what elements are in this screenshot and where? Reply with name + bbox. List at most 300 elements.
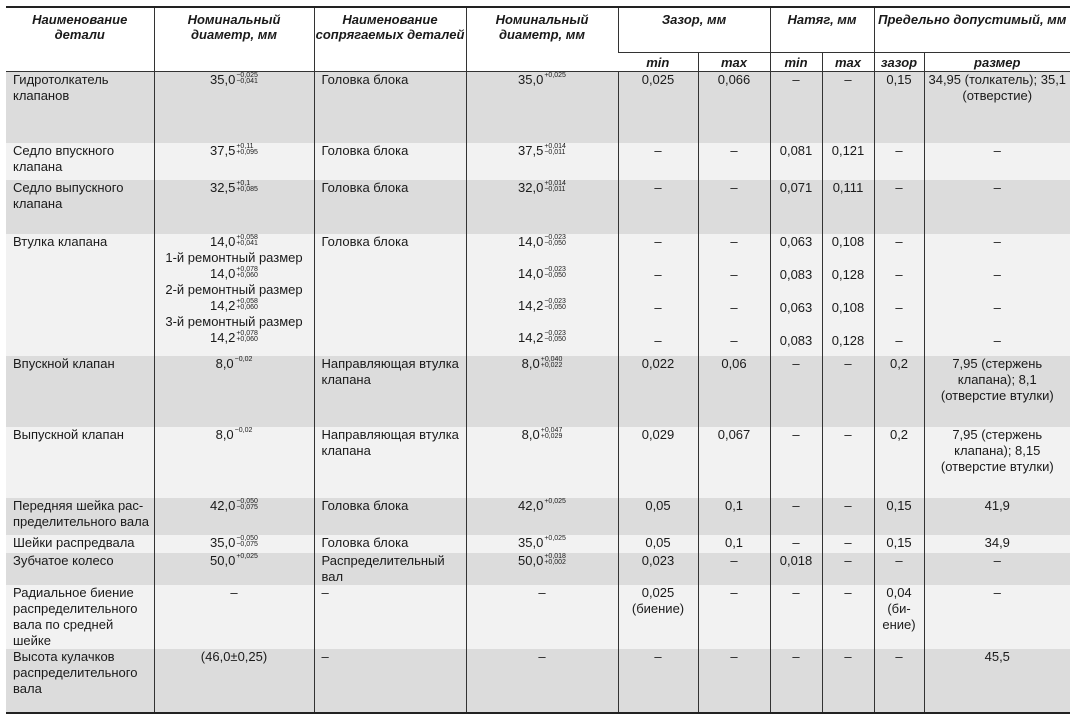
- part-name: Седло выпускного клапана: [6, 180, 154, 234]
- gmin-list: [619, 356, 698, 372]
- limit-size: 34,9: [924, 535, 1070, 553]
- gmax-value: –: [730, 552, 738, 568]
- tolerance-value: +0,025: [544, 72, 566, 79]
- limit-gap: 0,15: [874, 72, 924, 143]
- mating-part: Головка блока: [314, 180, 466, 234]
- d2-values: [467, 234, 618, 346]
- part-name: Высота кулачков распределительного вала: [6, 649, 154, 713]
- nominal-diameter: [154, 356, 314, 427]
- gmax-value: –: [730, 179, 738, 195]
- gmax-list: [699, 180, 770, 196]
- diameter-value: [467, 180, 618, 196]
- mating-diameter: [466, 143, 618, 180]
- cell-imax: [822, 498, 874, 535]
- lzl-value: –: [895, 332, 903, 348]
- imin-value: 0,018: [779, 552, 813, 568]
- tolerance-value: −0,050: [544, 271, 566, 279]
- imax-list: [823, 356, 874, 372]
- gmax-value: –: [730, 648, 738, 664]
- mating-part: Головка блока: [314, 234, 466, 356]
- gmin-list: [619, 143, 698, 159]
- cell-gmin: [618, 553, 698, 585]
- nominal-value: 14,2: [518, 329, 544, 345]
- d2-values: [467, 72, 618, 88]
- diameter-value: [467, 356, 618, 372]
- cell-gmax: [698, 498, 770, 535]
- gmin-value: 0,022: [641, 355, 675, 371]
- gmin-value: 0,025: [641, 72, 675, 87]
- diameter-value: [467, 72, 618, 88]
- part-name: Втулка клапана: [6, 234, 154, 356]
- tolerance-value: +0,1: [236, 179, 251, 187]
- limit-gap: –: [874, 553, 924, 585]
- limit-size: 34,95 (толкатель); 35,1 (отверстие): [924, 72, 1070, 143]
- gmax-value: –: [730, 332, 738, 348]
- nominal-value: 14,2: [210, 329, 236, 345]
- nominal-value: 14,0: [518, 233, 544, 249]
- limit-size: 45,5: [924, 649, 1070, 713]
- tolerance-value: −0,050: [544, 239, 566, 247]
- imax-list: [823, 180, 874, 196]
- table-row: [6, 649, 1070, 713]
- diameter-value: [155, 553, 314, 569]
- table-row: [6, 72, 1070, 143]
- tolerance-value: +0,014: [544, 179, 566, 187]
- imin-list: [771, 585, 822, 601]
- table-row: [6, 535, 1070, 553]
- tolerance-value: +0,058: [236, 297, 258, 305]
- gmin-value: –: [654, 332, 662, 348]
- gmin-list: [619, 72, 698, 88]
- tolerance: [544, 180, 566, 193]
- gmax-value: –: [730, 142, 738, 158]
- tolerance-value: −0,02: [234, 355, 253, 363]
- nominal-value: 14,0: [210, 233, 236, 249]
- limit-gap: –: [874, 649, 924, 713]
- diameter-value: [467, 498, 618, 514]
- limit-size: [924, 234, 1070, 356]
- tolerance: [236, 298, 258, 311]
- d2-values: [467, 498, 618, 514]
- mating-diameter: [466, 356, 618, 427]
- tolerance-value: +0,060: [236, 335, 258, 343]
- cell-imin: [770, 585, 822, 649]
- gmin-list: [619, 649, 698, 665]
- limit-size: 7,95 (стержень клапана); 8,15 (отверстие втулки): [924, 427, 1070, 498]
- gmax-value: –: [730, 299, 738, 315]
- cell-gmax: [698, 180, 770, 234]
- gmax-value: 0,1: [724, 534, 744, 550]
- limit-size: –: [924, 180, 1070, 234]
- gmax-list: [699, 143, 770, 159]
- imin-list: [771, 498, 822, 514]
- gmin-value: 0,05: [645, 534, 671, 550]
- d1-values: [155, 553, 314, 569]
- header-part-name: Наименование детали: [32, 12, 128, 42]
- cell-imax: [822, 72, 874, 143]
- gmax-value: –: [730, 233, 738, 249]
- diameter-value: [467, 427, 618, 443]
- imin-value: –: [792, 72, 800, 87]
- diameter-value: [155, 180, 314, 196]
- nominal-value: 37,5: [210, 142, 236, 158]
- table-row: [6, 553, 1070, 585]
- cell-imax: [822, 585, 874, 649]
- mating-diameter: [466, 427, 618, 498]
- cell-imax: [822, 143, 874, 180]
- imin-list: [771, 143, 822, 159]
- nominal-diameter: [154, 553, 314, 585]
- nominal-value: 35,0: [518, 72, 544, 87]
- cell-gmax: [698, 585, 770, 649]
- d1-values: [155, 234, 314, 346]
- gmin-list: [619, 535, 698, 551]
- nominal-value: 35,0: [210, 534, 236, 550]
- tolerance: [544, 234, 566, 247]
- imax-value: 0,128: [831, 332, 865, 348]
- imin-list: [771, 535, 822, 551]
- part-name: Выпускной клапан: [6, 427, 154, 498]
- imin-list: [771, 234, 822, 349]
- imax-list: [823, 498, 874, 514]
- table-row: [6, 427, 1070, 498]
- gmax-value: 0,066: [717, 72, 751, 87]
- gmin-value: 0,029: [641, 426, 675, 442]
- mating-part: Направляющая втулка клапана: [314, 356, 466, 427]
- d2-values: [467, 180, 618, 196]
- d1-values: [155, 585, 314, 601]
- nominal-value: 32,0: [518, 179, 544, 195]
- limit-gap: –: [874, 180, 924, 234]
- cell-gmax: [698, 427, 770, 498]
- tolerance-value: +0,025: [236, 552, 258, 560]
- cell-gmin: [618, 72, 698, 143]
- gmin-list: [619, 234, 698, 349]
- tolerance: [544, 266, 566, 279]
- nominal-value: 14,0: [210, 265, 236, 281]
- tolerance-value: −0,050: [544, 335, 566, 343]
- nominal-value: 37,5: [518, 142, 544, 158]
- nominal-value: 14,2: [210, 297, 236, 313]
- diameter-value: [155, 266, 314, 282]
- imax-value: –: [844, 552, 852, 568]
- header-limit-gap: зазор: [874, 53, 924, 72]
- header-limit-size: размер: [924, 53, 1070, 72]
- imax-list: [823, 427, 874, 443]
- mating-part: Головка блока: [314, 535, 466, 553]
- diameter-value: [155, 234, 314, 250]
- tolerance: [544, 143, 566, 156]
- imin-value: 0,083: [779, 332, 813, 348]
- tolerance: [235, 427, 253, 434]
- gmin-value: –: [654, 266, 662, 282]
- gmin-value: 0,025 (биение): [631, 584, 685, 616]
- mating-diameter: [466, 535, 618, 553]
- d1-values: [155, 143, 314, 159]
- imin-value: 0,063: [779, 299, 813, 315]
- imax-list: [823, 553, 874, 569]
- cell-imin: [770, 649, 822, 713]
- table-row: [6, 180, 1070, 234]
- d1-values: [155, 72, 314, 88]
- imin-list: [771, 180, 822, 196]
- d2-values: [467, 427, 618, 443]
- tolerance-value: −0,023: [544, 329, 566, 337]
- nominal-value: 50,0: [210, 552, 236, 568]
- diameter-value: [155, 649, 314, 665]
- nominal-value: –: [538, 584, 546, 600]
- tolerance-value: +0,060: [236, 271, 258, 279]
- cell-imax: [822, 649, 874, 713]
- tolerance: [541, 427, 563, 440]
- tolerance-value: −0,041: [236, 78, 258, 85]
- header-max-allowed: Предельно допустимый, мм: [874, 7, 1070, 53]
- limit-size: –: [924, 585, 1070, 649]
- imin-value: –: [792, 497, 800, 513]
- table-row: [6, 498, 1070, 535]
- cell-imin: [770, 553, 822, 585]
- imin-value: –: [792, 584, 800, 600]
- tolerance-value: +0,014: [544, 142, 566, 150]
- d1-values: [155, 356, 314, 372]
- tolerance: [544, 498, 566, 505]
- imax-list: [823, 535, 874, 551]
- tolerance-value: −0,011: [544, 185, 566, 193]
- tolerance: [235, 356, 253, 363]
- mating-diameter: [466, 553, 618, 585]
- tolerance: [236, 330, 258, 343]
- diameter-value: [155, 498, 314, 514]
- mating-diameter: [466, 72, 618, 143]
- cell-imax: [822, 356, 874, 427]
- gmax-list: [699, 498, 770, 514]
- gmin-value: –: [654, 648, 662, 664]
- nominal-value: –: [538, 648, 546, 664]
- cell-imin: [770, 72, 822, 143]
- tolerance-value: +0,078: [236, 329, 258, 337]
- tolerance: [544, 553, 566, 566]
- cell-imin: [770, 356, 822, 427]
- gmax-list: [699, 234, 770, 349]
- nominal-value: 14,2: [518, 297, 544, 313]
- nominal-diameter: [154, 535, 314, 553]
- table-row: [6, 143, 1070, 180]
- tolerance-value: +0,085: [236, 185, 258, 193]
- imax-list: [823, 585, 874, 601]
- table-row: [6, 234, 1070, 356]
- gmin-value: –: [654, 179, 662, 195]
- mating-part: Головка блока: [314, 143, 466, 180]
- tolerance: [236, 498, 258, 511]
- nominal-diameter: [154, 72, 314, 143]
- mating-part: –: [314, 585, 466, 649]
- tolerance: [544, 535, 566, 542]
- cell-gmax: [698, 535, 770, 553]
- cell-gmax: [698, 143, 770, 180]
- imin-list: [771, 553, 822, 569]
- nominal-value: 42,0: [518, 497, 544, 513]
- cell-imin: [770, 234, 822, 356]
- d2-values: [467, 535, 618, 551]
- gmax-list: [699, 72, 770, 88]
- imin-value: 0,081: [779, 142, 813, 158]
- d2-values: [467, 143, 618, 159]
- tolerance-value: +0,041: [236, 239, 258, 247]
- nominal-diameter: [154, 143, 314, 180]
- tolerance-value: +0,078: [236, 265, 258, 273]
- nominal-value: 8,0: [521, 426, 540, 442]
- diameter-value: [467, 553, 618, 569]
- imin-value: 0,071: [779, 179, 813, 195]
- mating-part: Головка блока: [314, 498, 466, 535]
- d2-values: [467, 356, 618, 372]
- lzl-value: –: [895, 233, 903, 249]
- nominal-value: 14,0: [518, 265, 544, 281]
- gmax-value: 0,06: [721, 355, 747, 371]
- imax-value: –: [844, 72, 852, 87]
- mating-diameter: [466, 180, 618, 234]
- repair-size-label: 3-й ремонтный размер: [165, 313, 303, 329]
- tolerance-value: +0,018: [544, 552, 566, 560]
- diameter-value: [155, 427, 314, 443]
- repair-size-label: 1-й ремонтный размер: [165, 249, 303, 265]
- tolerance-value: −0,023: [544, 297, 566, 305]
- cell-imin: [770, 427, 822, 498]
- diameter-value: [467, 535, 618, 551]
- imin-list: [771, 649, 822, 665]
- gmin-list: [619, 585, 698, 617]
- tolerance-value: −0,075: [236, 540, 258, 548]
- header-nominal-diameter: Номинальный диаметр, мм: [154, 7, 314, 72]
- cell-imax: [822, 180, 874, 234]
- tolerance-value: −0,050: [236, 497, 258, 505]
- diameter-value: [155, 585, 314, 601]
- cell-imin: [770, 535, 822, 553]
- imax-value: –: [844, 648, 852, 664]
- tolerance-value: +0,040: [540, 355, 563, 363]
- imax-value: 0,128: [831, 266, 865, 282]
- cell-gmin: [618, 498, 698, 535]
- gmin-value: 0,023: [641, 552, 675, 568]
- tolerance-value: −0,02: [234, 426, 253, 434]
- gmin-list: [619, 180, 698, 196]
- nominal-value: –: [230, 584, 238, 600]
- header-gap: Зазор, мм: [618, 7, 770, 53]
- imin-list: [771, 356, 822, 372]
- cell-gmin: [618, 143, 698, 180]
- diameter-value: [467, 649, 618, 665]
- cell-gmax: [698, 234, 770, 356]
- cell-gmin: [618, 427, 698, 498]
- tolerance-value: +0,029: [540, 432, 563, 440]
- imax-value: –: [844, 355, 852, 371]
- cell-gmin: [618, 585, 698, 649]
- gmax-value: 0,1: [724, 497, 744, 513]
- tolerance-value: +0,058: [236, 233, 258, 241]
- lrl-value: –: [993, 266, 1001, 282]
- nominal-value: 8,0: [215, 355, 234, 371]
- imax-value: –: [844, 497, 852, 513]
- mating-part: Распределительный вал: [314, 553, 466, 585]
- nominal-diameter: [154, 427, 314, 498]
- tolerance: [236, 553, 258, 560]
- tolerance-value: −0,023: [544, 265, 566, 273]
- diameter-value: [155, 72, 314, 88]
- cell-gmax: [698, 356, 770, 427]
- nominal-value: (46,0±0,25): [200, 648, 268, 664]
- tolerance: [544, 298, 566, 311]
- nominal-value: 35,0: [210, 72, 236, 87]
- nominal-value: 8,0: [215, 426, 234, 442]
- nominal-diameter: [154, 180, 314, 234]
- nominal-diameter: [154, 585, 314, 649]
- part-name: Передняя шейка рас-пределительного вала: [6, 498, 154, 535]
- mating-diameter: [466, 585, 618, 649]
- nominal-value: 42,0: [210, 497, 236, 513]
- gmin-list: [619, 427, 698, 443]
- imax-value: 0,108: [831, 233, 865, 249]
- part-name: Впускной клапан: [6, 356, 154, 427]
- cell-imax: [822, 535, 874, 553]
- gmin-value: 0,05: [645, 497, 671, 513]
- gmax-list: [699, 585, 770, 601]
- d1-values: [155, 649, 314, 665]
- gmax-list: [699, 553, 770, 569]
- tolerance-value: +0,060: [236, 303, 258, 311]
- diameter-value: [155, 143, 314, 159]
- spec-table: [6, 6, 1070, 714]
- limit-gap: –: [874, 143, 924, 180]
- nominal-diameter: [154, 649, 314, 713]
- nominal-diameter: [154, 498, 314, 535]
- tolerance: [236, 535, 258, 548]
- gmin-value: –: [654, 299, 662, 315]
- gmin-list: [619, 498, 698, 514]
- imax-value: 0,121: [831, 142, 865, 158]
- lzl-value: –: [895, 299, 903, 315]
- diameter-value: [467, 585, 618, 601]
- mating-part: Головка блока: [314, 72, 466, 143]
- part-name: Гидротолкатель клапанов: [6, 72, 154, 143]
- tolerance: [236, 234, 258, 247]
- imax-value: 0,108: [831, 299, 865, 315]
- imax-list: [823, 649, 874, 665]
- mating-diameter: [466, 234, 618, 356]
- imin-value: –: [792, 648, 800, 664]
- header-mating-parts: Наименование сопрягаемых деталей: [314, 7, 466, 72]
- cell-gmin: [618, 356, 698, 427]
- limit-gap: 0,15: [874, 535, 924, 553]
- repair-size-label: 2-й ремонтный размер: [165, 281, 303, 297]
- imin-value: –: [792, 355, 800, 371]
- header-gap-min: min: [618, 53, 698, 72]
- tolerance-value: −0,075: [236, 503, 258, 511]
- tolerance-value: +0,022: [540, 361, 563, 369]
- imax-value: –: [844, 426, 852, 442]
- diameter-value: [155, 330, 314, 346]
- table-row: [6, 585, 1070, 649]
- imax-list: [823, 234, 874, 349]
- cell-gmax: [698, 553, 770, 585]
- cell-imax: [822, 553, 874, 585]
- part-name: Зубчатое колесо: [6, 553, 154, 585]
- d1-values: [155, 535, 314, 551]
- gmax-list: [699, 649, 770, 665]
- tolerance-value: +0,002: [544, 558, 566, 566]
- cell-imin: [770, 180, 822, 234]
- cell-imax: [822, 234, 874, 356]
- diameter-value: [467, 266, 618, 282]
